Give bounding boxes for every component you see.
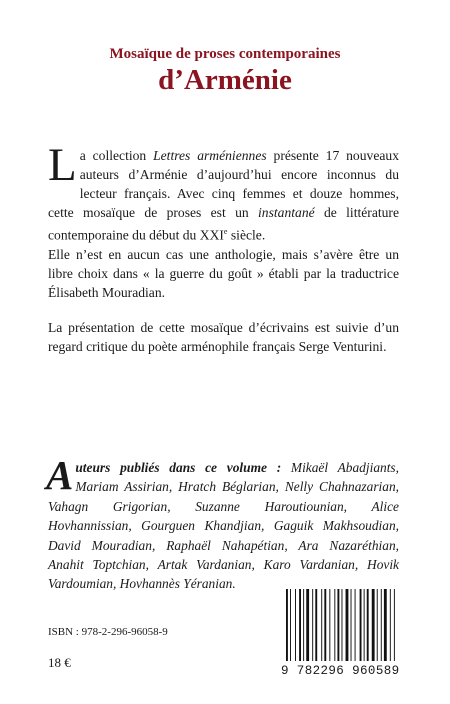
barcode-bar — [295, 589, 296, 661]
barcode-bar — [360, 589, 362, 661]
intro-text: de littérature contemporaine du début du XXI — [48, 205, 399, 243]
barcode-bar — [381, 589, 382, 661]
barcode-bar — [377, 589, 378, 661]
book-title: d’Arménie — [158, 64, 292, 96]
barcode-bar — [342, 589, 343, 661]
barcode-bar — [364, 589, 365, 661]
authors-lead: uteurs publiés dans ce volume : — [75, 460, 282, 475]
barcode-bar — [321, 589, 322, 661]
authors-list — [46, 452, 399, 594]
barcode-bars — [280, 587, 405, 665]
barcode-bar — [334, 589, 335, 661]
price: 18 € — [48, 655, 71, 670]
collection-name: Lettres arméniennes — [153, 148, 267, 163]
barcode-bar — [355, 589, 356, 661]
barcode-number: 9 782296 960589 — [281, 664, 400, 678]
barcode-bar — [324, 589, 326, 661]
barcode-bar — [390, 589, 391, 661]
intro-text: siècle. — [227, 227, 266, 243]
intro-paragraph-1 — [48, 139, 399, 245]
barcode — [280, 587, 405, 671]
intro-text: a collection — [79, 148, 154, 163]
barcode-bar — [372, 589, 375, 661]
intro-paragraph-2: Elle n’est en aucun cas une anthologie, mais s’avère être un libre choix dans « la guerre du goût » établi par la traductrice Élisabeth Mouradian. — [48, 247, 399, 300]
barcode-bar — [286, 589, 288, 661]
barcode-bar — [290, 589, 291, 661]
barcode-bar — [367, 589, 369, 661]
isbn: ISBN : 978-2-296-96058-9 — [48, 626, 168, 638]
barcode-bar — [329, 589, 330, 661]
intro-paragraph-3: La présentation de cette mosaïque d’écrivains est suivie d’un regard critique du poète arménophile français Serge Venturini. — [48, 320, 399, 354]
barcode-bar — [303, 589, 304, 661]
barcode-bar — [306, 589, 309, 661]
emphasis: instantané — [258, 205, 315, 220]
barcode-bar — [315, 589, 317, 661]
barcode-bar — [351, 589, 352, 661]
barcode-bar — [312, 589, 313, 661]
barcode-bar — [384, 589, 387, 661]
intro-text: présente 17 nouveaux auteurs d’Arménie d’aujourd’hui encore inconnus du lecteur français. Avec cinq femmes et douze hommes, cette mosaïque de proses est un — [48, 148, 399, 220]
barcode-bar — [394, 589, 395, 661]
barcode-bar — [346, 589, 349, 661]
authors-drop-cap: A — [46, 452, 74, 498]
superscript: e — [223, 227, 228, 236]
authors-names: Mikaël Abadjiants, Mariam Assirian, Hratch Béglarian, Nelly Chahnazarian, Vahagn Grigorian, Suzanne Haroutiounian, Alice Hovhannissian, Gourguen Khandjian, Gaguik Makhsoudian, David Mouradian, Raphaël Nahapétian, Ara Nazaréthian, Anahit Toptchian, Artak Vardanian, Karo Vardanian, Hovik Vardoumian, Hovhannès Yéranian. — [48, 460, 399, 592]
barcode-bar — [299, 589, 301, 661]
drop-cap: L — [48, 139, 77, 191]
book-subtitle: Mosaïque de proses contemporaines — [109, 46, 341, 62]
barcode-bar — [337, 589, 339, 661]
